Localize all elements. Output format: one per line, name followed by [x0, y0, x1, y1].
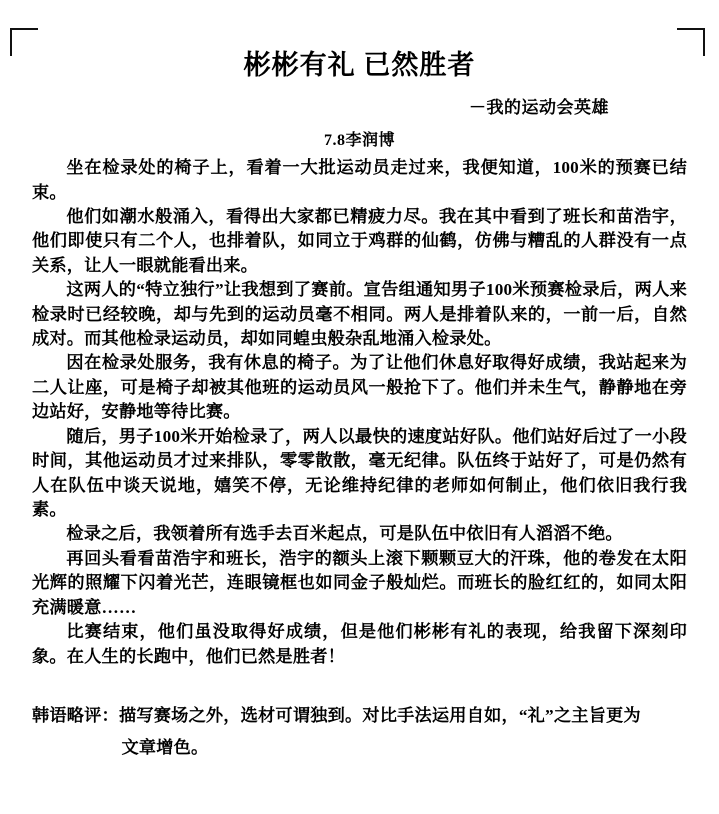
document-body — [32, 156, 687, 669]
body-paragraph: 检录之后，我领着所有选手去百米起点，可是队伍中依旧有人滔滔不绝。 — [66, 524, 623, 544]
body-paragraph: 这两人的“特立独行”让我想到了赛前。宣告组通知男子100米预赛检录后，两人来检录时已经较晚，却与先到的运动员毫不相同。两人是排着队来的，一前一后，自然成对。而其他检录运动员，却如同蝗虫般杂乱地涌入检录处。 — [32, 280, 687, 349]
body-paragraph: 再回头看看苗浩宇和班长，浩宇的额头上滚下颗颗豆大的汗珠，他的卷发在太阳光辉的照耀下闪着光芒，连眼镜框也如同金子般灿烂。而班长的脸红红的，如同太阳充满暖意…… — [32, 548, 687, 617]
editor-comment-line: 韩语略评：描写赛场之外，选材可谓独到。对比手法运用自如，“礼”之主旨更为 — [32, 705, 641, 725]
body-paragraph: 因在检录处服务，我有休息的椅子。为了让他们休息好取得好成绩，我站起来为二人让座，可是椅子却被其他班的运动员风一般抢下了。他们并未生气，静静地在旁边站好，安静地等待比赛。 — [32, 353, 687, 422]
body-paragraph: 坐在检录处的椅子上，看着一大批运动员走过来，我便知道，100米的预赛已结束。 — [32, 158, 687, 202]
body-paragraph: 比赛结束，他们虽没取得好成绩，但是他们彬彬有礼的表现，给我留下深刻印象。在人生的长跑中，他们已然是胜者！ — [32, 622, 687, 666]
body-paragraph: 他们如潮水般涌入，看得出大家都已精疲力尽。我在其中看到了班长和苗浩宇，他们即使只有二个人，也排着队，如同立于鸡群的仙鹤，仿佛与糟乱的人群没有一点关系，让人一眼就能看出来。 — [32, 206, 687, 275]
editor-comment — [32, 703, 687, 761]
body-paragraph: 随后，男子100米开始检录了，两人以最快的速度站好队。他们站好后过了一小段时间，其他运动员才过来排队，零零散散，毫无纪律。队伍终于站好了，可是仍然有人在队伍中谈天说地，嬉笑不停，无论维持纪律的老师如何制止，他们依旧我行我素。 — [32, 426, 687, 519]
document-content — [32, 40, 687, 761]
page-title: 彬彬有礼 已然胜者 — [243, 50, 476, 80]
editor-comment-line: 文章增色。 — [121, 737, 209, 757]
document-subtitle: －我的运动会英雄 — [469, 98, 609, 118]
document-byline: 7.8李润博 — [323, 132, 395, 150]
